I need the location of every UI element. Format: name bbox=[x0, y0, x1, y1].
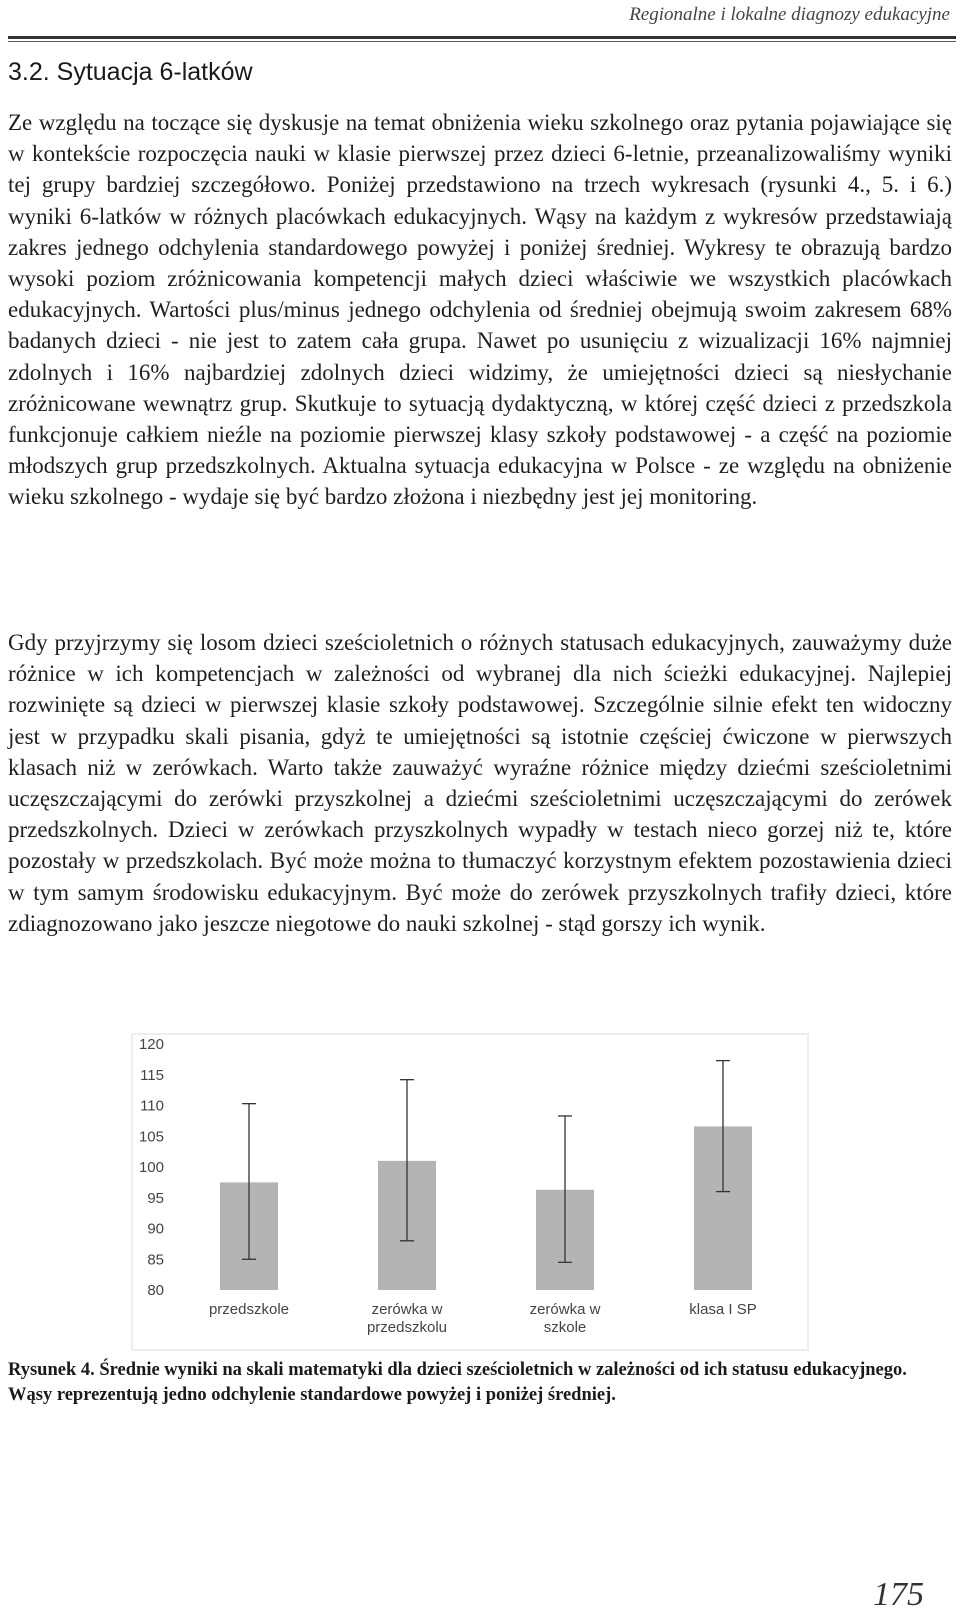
figure-chart bbox=[130, 1032, 810, 1352]
y-tick-label: 85 bbox=[147, 1251, 164, 1269]
body-paragraph-2: Gdy przyjrzymy się losom dzieci sześcioletnich o różnych statusach edukacyjnych, zauważymy duże różnice w ich kompetencjach w zależności od wybranej dla nich ścieżki edukacyjnej. Najlepiej rozwinięte są dzieci w pierwszej klasie szkoły podstawowej. Szczególnie silnie efekt ten widoczny jest w przypadku skali pisania, gdyż te umiejętności są istotnie częściej ćwiczone w pierwszych klasach niż w zerówkach. Warto także zauważyć wyraźne różnice między dziećmi sześcioletnimi uczęszczającymi do zerówki przyszkolnej a dziećmi sześcioletnimi uczęszczającymi do zerówek przedszkolnych. Dzieci w zerówkach przyszkolnych wypadły w testach nieco gorzej niż te, które pozostały w przedszkolach. Być może można to tłumaczyć korzystnym efektem pozostawienia dzieci w tym samym środowisku edukacyjnym. Być może do zerówek przyszkolnych trafiły dzieci, które zdiagnozowano jako jeszcze niegotowe do nauki szkolnej - stąd gorszy ich wynik. bbox=[8, 630, 952, 936]
x-tick-label: klasa I SP bbox=[689, 1301, 757, 1318]
y-tick-label: 115 bbox=[140, 1066, 164, 1084]
running-header: Regionalne i lokalne diagnozy edukacyjne bbox=[629, 4, 950, 25]
y-tick-label: 100 bbox=[138, 1159, 164, 1176]
y-tick-label: 80 bbox=[147, 1282, 164, 1299]
header-rule-thin bbox=[8, 41, 956, 42]
y-tick-label: 120 bbox=[138, 1036, 164, 1053]
y-tick-label: 90 bbox=[147, 1220, 164, 1238]
x-tick-label: przedszkolu bbox=[366, 1319, 448, 1336]
x-tick-label: szkole bbox=[543, 1319, 587, 1336]
x-tick-label: zerówka w bbox=[371, 1301, 443, 1318]
y-tick-label: 110 bbox=[140, 1097, 164, 1115]
x-tick-label: zerówka w bbox=[529, 1301, 601, 1318]
y-tick-label: 95 bbox=[147, 1189, 164, 1207]
figure-caption: Rysunek 4. Średnie wyniki na skali matematyki dla dzieci sześcioletnich w zależności od ich statusu edukacyjnego. Wąsy reprezentują jedno odchylenie standardowe powyżej i poniżej średniej. bbox=[8, 1360, 907, 1405]
x-tick-label: przedszkole bbox=[208, 1301, 290, 1318]
section-title: 3.2. Sytuacja 6-latków bbox=[8, 58, 253, 86]
page-number: 175 bbox=[873, 1576, 924, 1613]
y-tick-label: 105 bbox=[138, 1128, 164, 1146]
header-rule bbox=[8, 36, 956, 39]
bar-chart bbox=[130, 1032, 810, 1352]
body-paragraph-1: Ze względu na toczące się dyskusje na temat obniżenia wieku szkolnego oraz pytania pojawiające się w kontekście rozpoczęcia nauki w klasie pierwszej przez dzieci 6-letnie, przeanalizowaliśmy wyniki tej grupy bardziej szczegółowo. Poniżej przedstawiono na trzech wykresach (rysunki 4., 5. i 6.) wyniki 6-latków w różnych placówkach edukacyjnych. Wąsy na każdym z wykresów przedstawiają zakres jednego odchylenia standardowego powyżej i poniżej średniej. Wykresy te obrazują bardzo wysoki poziom zróżnicowania kompetencji małych dzieci właściwie we wszystkich placówkach edukacyjnych. Wartości plus/minus jednego odchylenia od średniej obejmują swoim zakresem 68% badanych dzieci - nie jest to zatem cała grupa. Nawet po usunięciu z wizualizacji 16% najmniej zdolnych i 16% najbardziej zdolnych dzieci widzimy, że umiejętności dzieci są niesłychanie zróżnicowane wewnątrz grup. Skutkuje to sytuacją dydaktyczną, w której część dzieci z przedszkola funkcjonuje całkiem nieźle na poziomie pierwszej klasy szkoły podstawowej - a część na poziomie młodszych grup przedszkolnych. Aktualna sytuacja edukacyjna w Polsce - ze względu na obniżenie wieku szkolnego - wydaje się być bardzo złożona i niezbędny jest jej monitoring. bbox=[8, 110, 952, 510]
